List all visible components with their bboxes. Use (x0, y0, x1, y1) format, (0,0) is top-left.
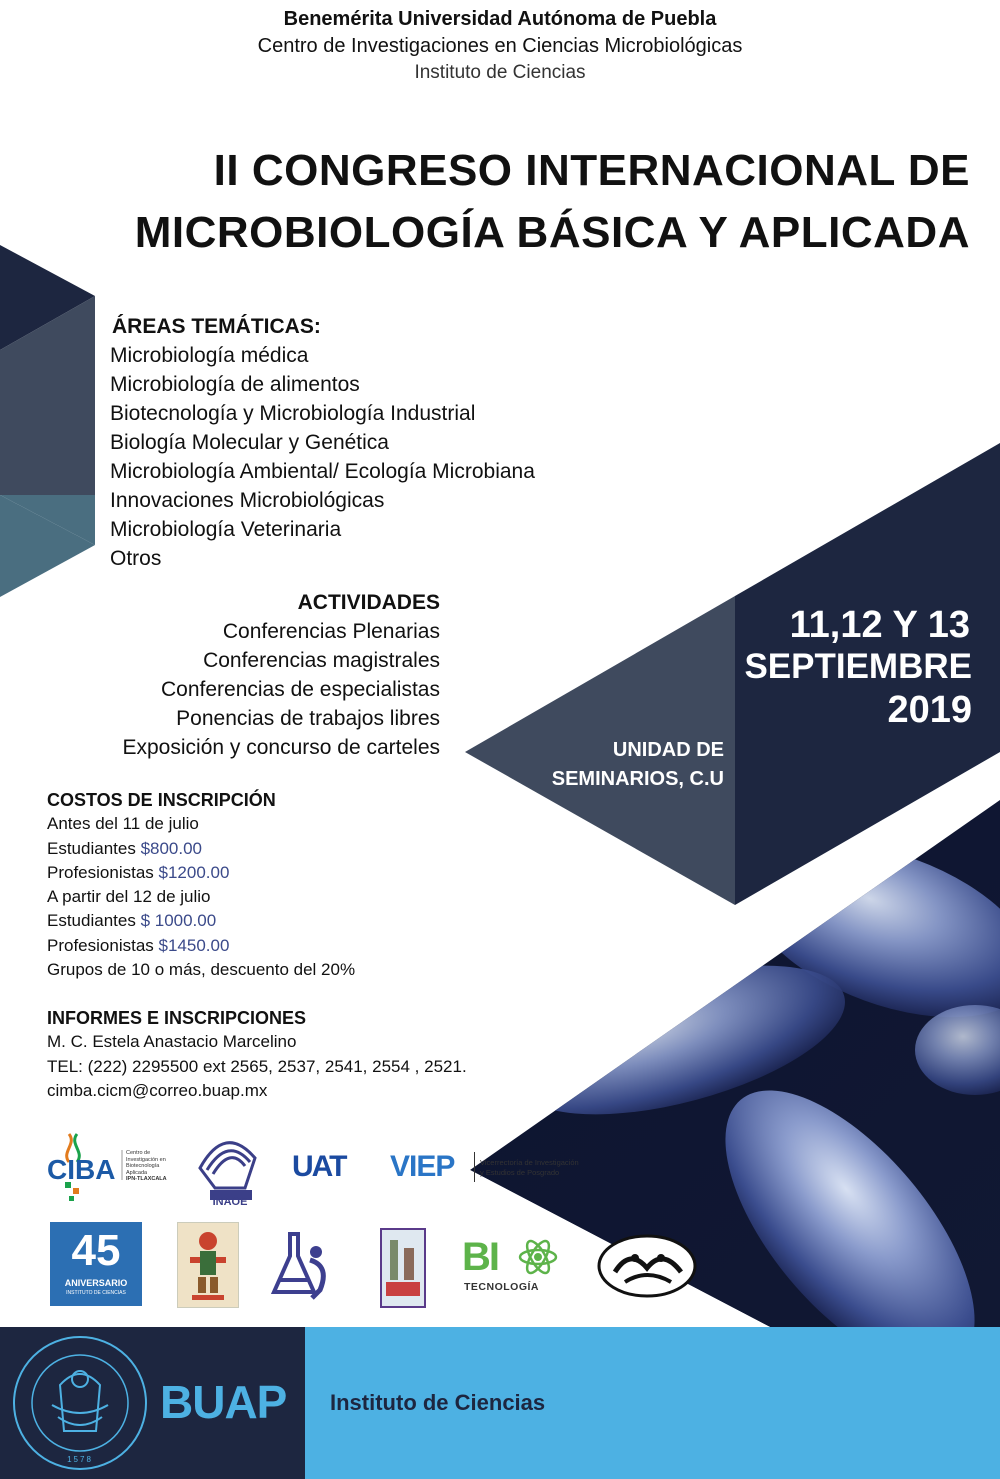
area-item: Microbiología Veterinaria (110, 518, 342, 541)
activity-item: Exposición y concurso de carteles (122, 736, 440, 759)
area-item: Innovaciones Microbiológicas (110, 489, 385, 512)
ciba-sub-line: IPN-TLAXCALA (126, 1176, 167, 1182)
cost-amount: $800.00 (140, 838, 203, 858)
title-line-1: II CONGRESO INTERNACIONAL DE (213, 146, 970, 195)
contact-name: M. C. Estela Anastacio Marcelino (47, 1032, 297, 1052)
cost-amount: $1450.00 (158, 935, 230, 955)
title-line-2: MICROBIOLOGÍA BÁSICA Y APLICADA (134, 208, 970, 257)
event-year: 2019 (887, 689, 972, 731)
ciba-logo-subtext (126, 1150, 167, 1183)
viep-logo-subtext (480, 1158, 579, 1178)
event-venue (552, 736, 724, 794)
ciba-sub-line: Centro de (126, 1150, 151, 1156)
cost-row (47, 861, 355, 885)
inaoe-logo-text: INAOE (212, 1196, 248, 1208)
anniversary-logo (50, 1222, 142, 1306)
anniversary-subtext: INSTITUTO DE CIENCIAS (66, 1290, 126, 1296)
flask-logo (270, 1230, 335, 1302)
venue-line-1: UNIDAD DE (612, 739, 724, 761)
footer-institute: Instituto de Ciencias (330, 1390, 546, 1415)
seal-year: 1578 (67, 1455, 93, 1464)
cost-period-after: A partir del 12 de julio (47, 887, 211, 907)
cost-label: Estudiantes (47, 911, 141, 931)
ciba-logo (47, 1130, 197, 1205)
area-item: Microbiología médica (110, 344, 309, 367)
uat-logo-text: UAT (292, 1150, 346, 1183)
contact-phone[interactable]: TEL: (222) 2295500 ext 2565, 2537, 2541, 2554 , 2521. (47, 1056, 467, 1076)
congress-title (135, 140, 970, 264)
cost-label: Profesionistas (47, 935, 159, 955)
cost-amount: $1200.00 (158, 862, 230, 882)
biotecnologia-logo (462, 1235, 562, 1300)
cost-row (47, 909, 355, 933)
uat-logo (292, 1150, 372, 1190)
cost-label: Estudiantes (47, 838, 141, 858)
biology-faculty-logo (595, 1228, 700, 1300)
costs-heading: COSTOS DE INSCRIPCIÓN (47, 790, 276, 810)
buap-brand: BUAP (160, 1376, 287, 1428)
activities-heading: ACTIVIDADES (297, 591, 440, 614)
viep-sub-line: Vicerrectoría de Investigación (480, 1158, 579, 1167)
ciba-sub-line: Aplicada (126, 1169, 148, 1176)
inaoe-logo (195, 1128, 265, 1212)
ciba-sub-line: Investigación en (126, 1156, 166, 1163)
event-days: 11,12 Y 13 (789, 604, 970, 646)
viep-logo-text: VIEP (390, 1150, 455, 1183)
activity-item: Conferencias de especialistas (161, 678, 440, 701)
ciba-sub-line: Biotecnología (126, 1163, 160, 1169)
viep-divider (474, 1152, 475, 1182)
areas-heading: ÁREAS TEMÁTICAS: (112, 315, 321, 338)
cost-row (47, 934, 355, 958)
center-name: Centro de Investigaciones en Ciencias Microbiológicas (257, 35, 743, 57)
area-item: Otros (110, 547, 162, 570)
ciba-logo-text: CIBA (47, 1154, 116, 1185)
atom-icon (518, 1237, 558, 1277)
activity-item: Conferencias Plenarias (222, 620, 440, 643)
viep-sub-line: y Estudios de Posgrado (480, 1168, 560, 1177)
contact-info (47, 1006, 467, 1103)
cost-amount: $ 1000.00 (140, 911, 217, 931)
activity-item: Ponencias de trabajos libres (176, 707, 440, 730)
institute-name: Instituto de Ciencias (414, 62, 586, 83)
bio-logo-text: BI (462, 1235, 498, 1279)
anniversary-number: 45 (71, 1226, 121, 1275)
university-name: Benemérita Universidad Autónoma de Puebla (283, 8, 717, 30)
venue-line-2: SEMINARIOS, C.U (551, 768, 724, 790)
thematic-areas (110, 312, 535, 573)
registration-costs (47, 788, 355, 982)
info-heading: INFORMES E INSCRIPCIONES (47, 1008, 307, 1028)
event-date (744, 603, 972, 733)
cost-row (47, 837, 355, 861)
cost-period-before: Antes del 11 de julio (47, 814, 199, 834)
area-item: Microbiología de alimentos (110, 373, 360, 396)
area-item: Biotecnología y Microbiología Industrial (110, 402, 476, 425)
contact-email[interactable]: cimba.cicm@correo.buap.mx (47, 1080, 268, 1100)
area-item: Microbiología Ambiental/ Ecología Microbiana (110, 460, 535, 483)
viep-logo (390, 1150, 590, 1190)
codex-logo (177, 1222, 239, 1308)
event-month: SEPTIEMBRE (744, 647, 972, 686)
area-item: Biología Molecular y Genética (110, 431, 389, 454)
activity-item: Conferencias magistrales (203, 649, 440, 672)
group-discount: Grupos de 10 o más, descuento del 20% (47, 960, 356, 980)
bio-logo-subtext: TECNOLOGÍA (464, 1281, 539, 1293)
faculty-chemistry-logo (380, 1228, 426, 1308)
activities (123, 588, 441, 762)
buap-seal-icon (8, 1333, 153, 1473)
cost-label: Profesionistas (47, 862, 159, 882)
anniversary-word: ANIVERSARIO (64, 1278, 128, 1288)
